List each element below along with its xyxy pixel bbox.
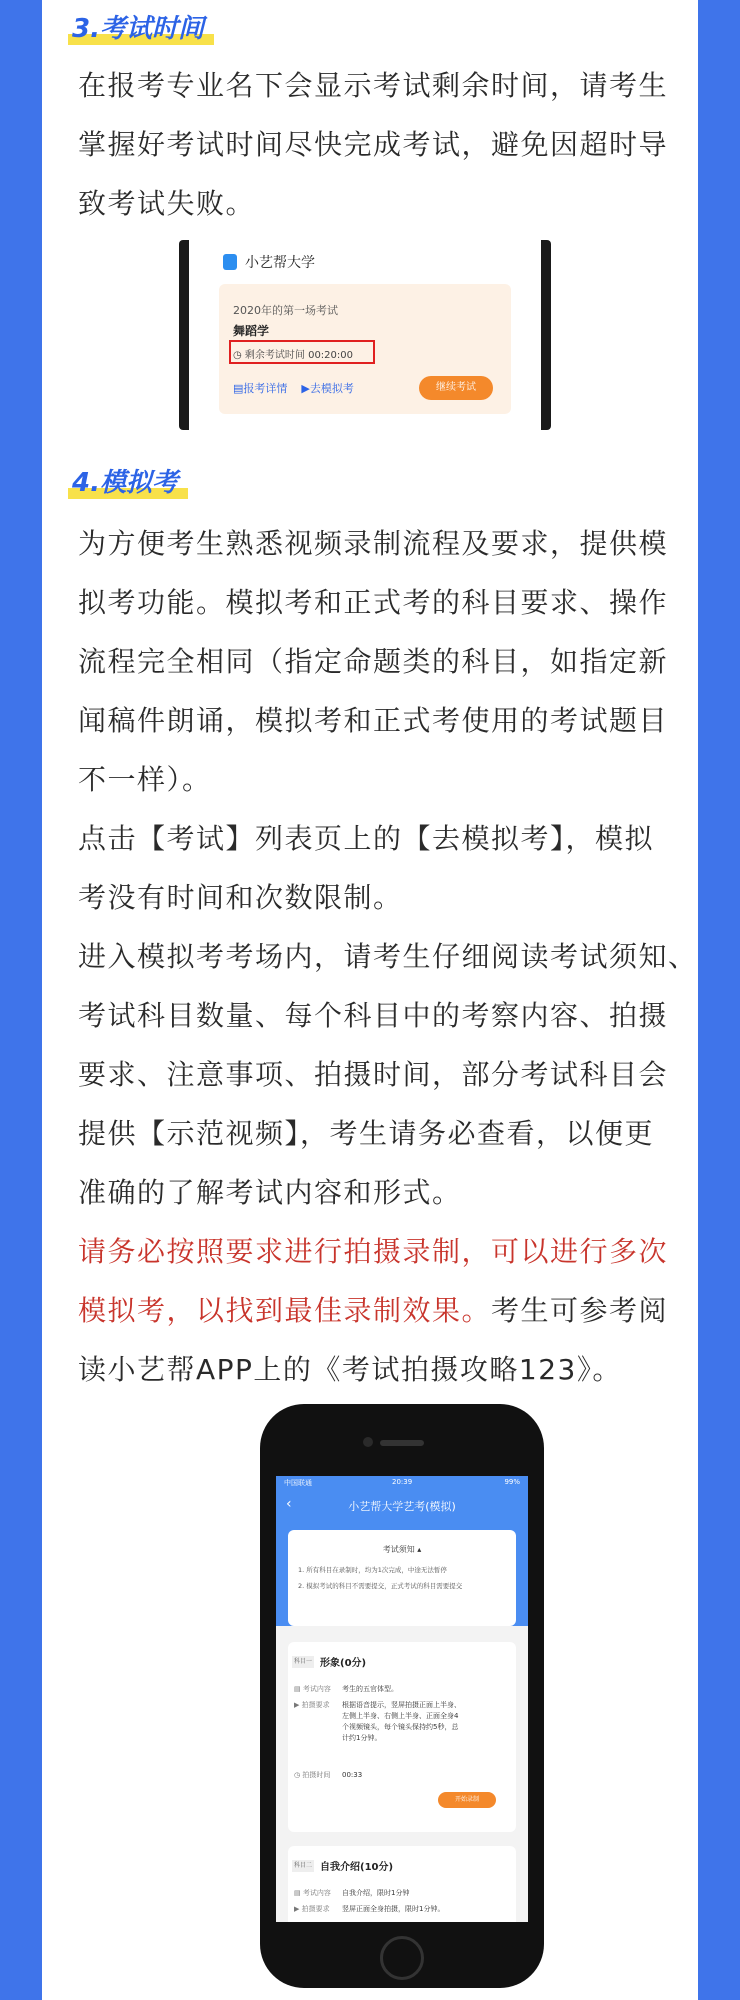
app-logo-icon [223,254,237,270]
section3-heading: 3.考试时间 [72,8,204,45]
section3-paragraph: 在报考专业名下会显示考试剩余时间，请考生 掌握好考试时间尽快完成考试，避免因超时导 致考试失败。 [78,69,669,220]
subject-card: 科目二 自我介绍(10分) ▤ 考试内容 自我介绍，限时1分钟 ▶ 拍摄要求 竖屏正面全身拍摄，限时1分钟。 [288,1846,516,1922]
nav-title: 小艺帮大学艺考(模拟) [348,1500,456,1513]
warning-text: 请务必按照要求进行拍摄录制，可以进行多次 [78,1235,669,1268]
notice-card: 考试须知 ▴ 1. 所有科目在录制时，均为1次完成，中途无法暂停 2. 模拟考试的科目不需要提交，正式考试的科目需要提交 [288,1530,516,1626]
exam-detail-link[interactable]: ▤报考详情 [233,382,288,395]
article-page [42,0,698,2000]
start-recording-button[interactable]: 开始录制 [438,1792,496,1808]
camera-icon [363,1437,373,1447]
notice-title[interactable]: 考试须知 ▴ [382,1545,422,1554]
screenshot-screen [189,240,541,430]
app-title: 小艺帮大学 [245,255,315,271]
phone-mockup [260,1404,544,1988]
status-bar: 中国联通 20:39 99% [284,1478,520,1487]
mock-exam-link[interactable]: ▶去模拟考 [301,382,354,395]
continue-exam-button[interactable]: 继续考试 [419,376,493,400]
speaker-grille [380,1440,424,1446]
back-icon[interactable]: ‹ [286,1496,292,1512]
exam-card: 2020年的第一场考试 舞蹈学 ◷ 剩余考试时间 00:20:00 ▤报考详情 ▶去模拟考 继续考试 [219,284,511,414]
section4-heading: 4.模拟考 [72,462,178,499]
section4-paragraph: 为方便考生熟悉视频录制流程及要求，提供模 拟考功能。模拟考和正式考的科目要求、操作 流程完全相同（指定命题类的科目，如指定新 闻稿件朗诵，模拟考和正式考使用的考试题目 不一样）。 点击【考试】列表页上的【去模拟考】，模拟 考没有时间和次数限制。 进入模拟考考场内，请考生仔细阅读考试须知、 考试科目数量、每个科目中的考察内容、拍摄 要求、注意事项、拍摄时间，部分考试科目会 提供【示范视频】，考生请务必查看，以便更 准确的了解考试内容和形式。 请务必按照要求进行拍摄录制，可以进行多次 模拟考，以找到最佳录制效果。考生可参考阅 读小艺帮APP上的《考试拍摄攻略123》。 [78,514,718,1399]
remaining-time: ◷ 剩余考试时间 00:20:00 [233,350,353,361]
phone-screen [276,1476,528,1922]
exam-time-screenshot [179,240,551,430]
home-button[interactable] [380,1936,424,1980]
subject-card: 科目一 形象(0分) ▤ 考试内容 考生的五官体型。 ▶ 拍摄要求 根据语音提示，竖屏拍摄正面上半身、左侧上半身、右侧上半身、正面全身4个视频镜头，每个镜头保持约5秒，总计约1分钟。 ◷ 拍摄时间 00:33 开始录制 [288,1642,516,1832]
